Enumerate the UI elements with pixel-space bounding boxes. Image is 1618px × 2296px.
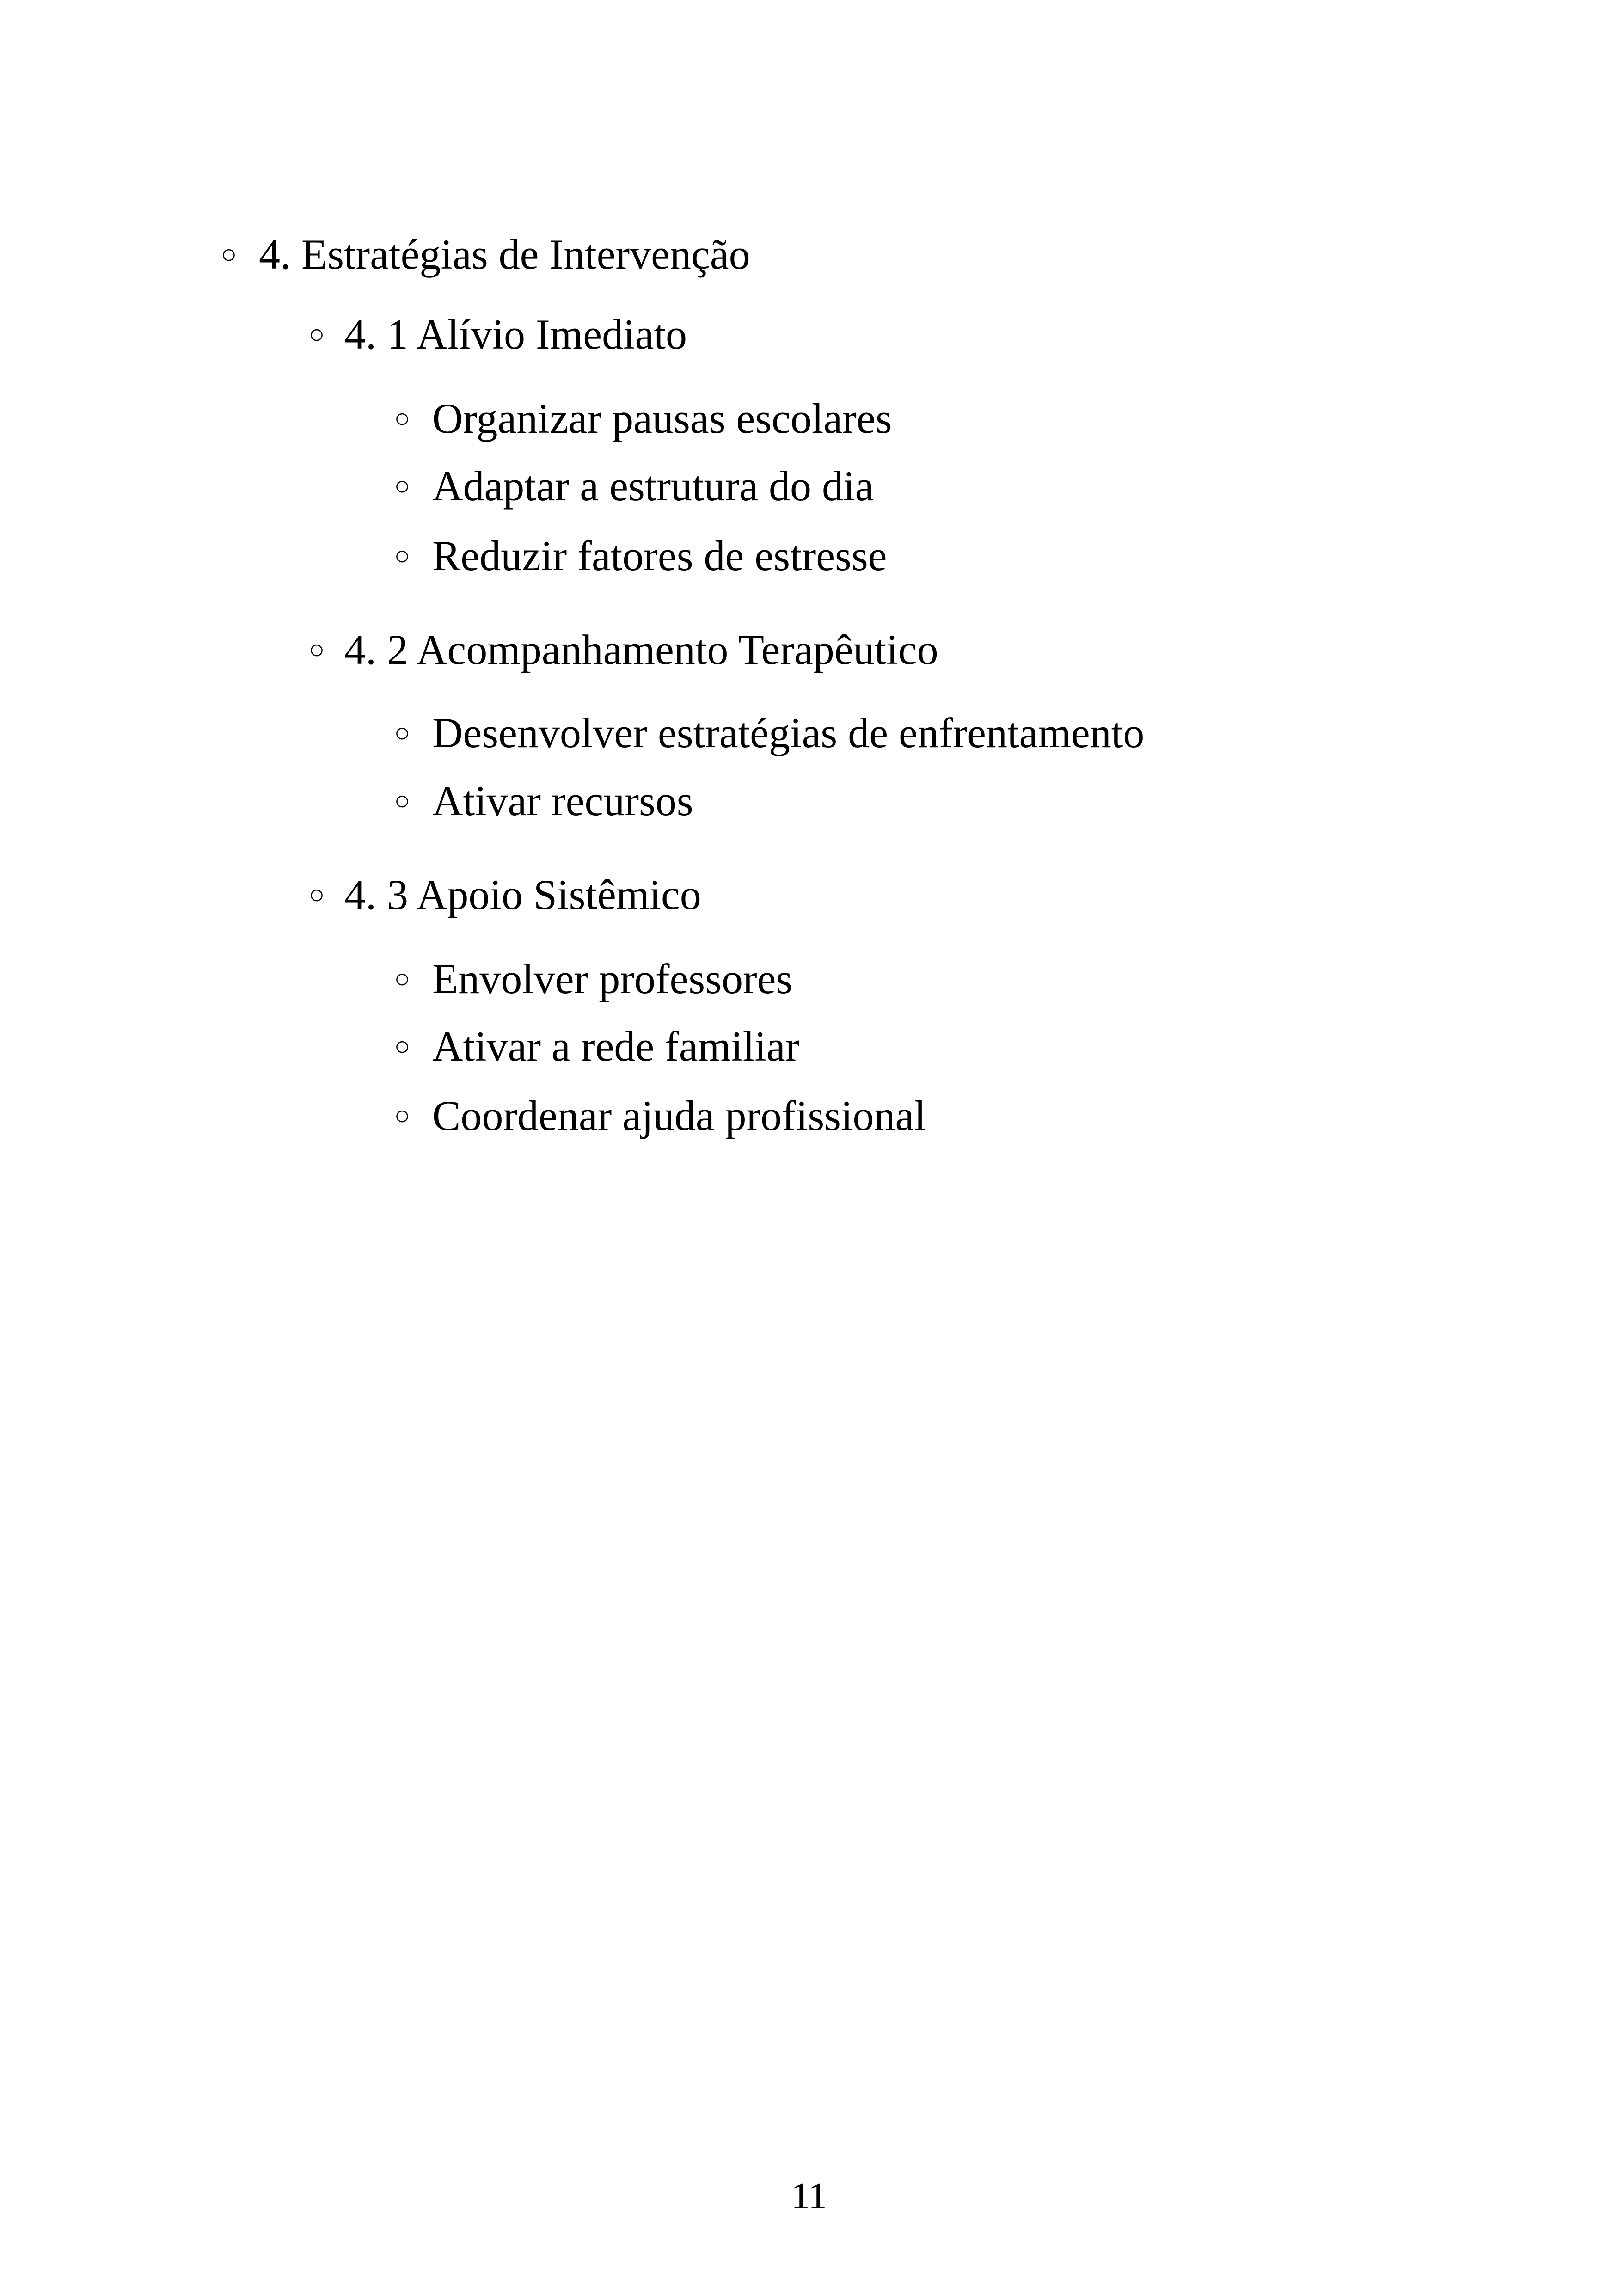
list-item-text: Ativar a rede familiar bbox=[432, 1023, 800, 1070]
hollow-bullet-icon: ○ bbox=[308, 879, 325, 909]
hollow-bullet-icon: ○ bbox=[394, 540, 411, 571]
list-item-text: Coordenar ajuda profissional bbox=[432, 1092, 926, 1139]
hollow-bullet-icon: ○ bbox=[394, 1100, 411, 1130]
list-item-text: Desenvolver estratégias de enfrentamento bbox=[432, 709, 1145, 756]
hollow-bullet-icon: ○ bbox=[394, 471, 411, 501]
subsection-title: 4. 1 Alívio Imediato bbox=[344, 311, 687, 358]
hollow-bullet-icon: ○ bbox=[221, 239, 237, 269]
list-item-text: Reduzir fatores de estresse bbox=[432, 532, 887, 579]
hollow-bullet-icon: ○ bbox=[308, 319, 325, 349]
list-item-text: Ativar recursos bbox=[432, 777, 693, 824]
page-number: 11 bbox=[791, 2176, 827, 2216]
subsection-title: 4. 3 Apoio Sistêmico bbox=[344, 871, 701, 918]
hollow-bullet-icon: ○ bbox=[394, 403, 411, 433]
hollow-bullet-icon: ○ bbox=[308, 634, 325, 664]
list-item-text: Adaptar a estrutura do dia bbox=[432, 462, 874, 510]
subsection-title: 4. 2 Acompanhamento Terapêutico bbox=[344, 626, 938, 673]
hollow-bullet-icon: ○ bbox=[394, 1031, 411, 1061]
list-item-text: Envolver professores bbox=[432, 955, 793, 1002]
section-title: 4. Estratégias de Intervenção bbox=[259, 231, 750, 278]
hollow-bullet-icon: ○ bbox=[394, 964, 411, 994]
list-item-text: Organizar pausas escolares bbox=[432, 395, 892, 442]
hollow-bullet-icon: ○ bbox=[394, 718, 411, 748]
hollow-bullet-icon: ○ bbox=[394, 786, 411, 816]
